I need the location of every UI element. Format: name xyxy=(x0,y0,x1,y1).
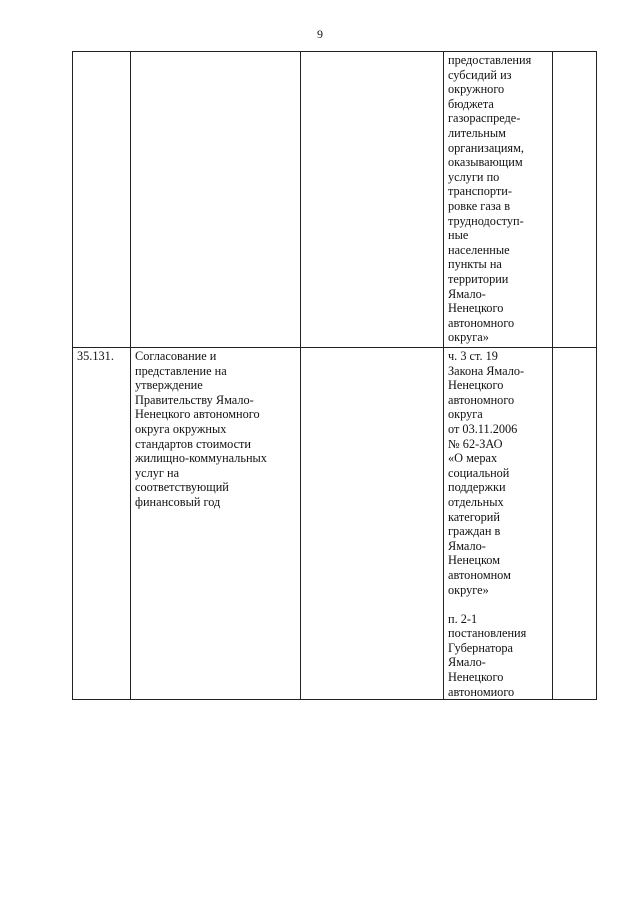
page-number: 9 xyxy=(317,27,323,41)
row-column5-cell xyxy=(553,52,597,348)
row-basis-cell: ч. 3 ст. 19 Закона Ямало- Ненецкого автономного округа от 03.11.2006 № 62-ЗАО «О мерах социальной поддержки отдельных категорий граждан в Ямало- Ненецком автономном округе» п. 2-1 постановления Губернатора Ямало- Ненецкого автономиого xyxy=(444,348,553,700)
table-row xyxy=(73,348,597,700)
row-column5-cell xyxy=(553,348,597,700)
row-column3-cell xyxy=(301,52,444,348)
row-number-cell xyxy=(73,52,131,348)
document-table xyxy=(72,51,597,700)
row-number-cell: 35.131. xyxy=(73,348,131,700)
table-row xyxy=(73,52,597,348)
row-column3-cell xyxy=(301,348,444,700)
row-name-cell xyxy=(131,52,301,348)
row-basis-cell: предоставления субсидий из окружного бюджета газораспреде- лительным организациям, оказывающим услуги по транспорти- ровке газа в труднодоступ- ные населенные пункты на территории Ямало- Ненецкого автономного округа» xyxy=(444,52,553,348)
row-name-cell: Согласование и представление на утверждение Правительству Ямало- Ненецкого автономного округа окружных стандартов стоимости жилищно-коммунальных услуг на соответствующий финансовый год xyxy=(131,348,301,700)
